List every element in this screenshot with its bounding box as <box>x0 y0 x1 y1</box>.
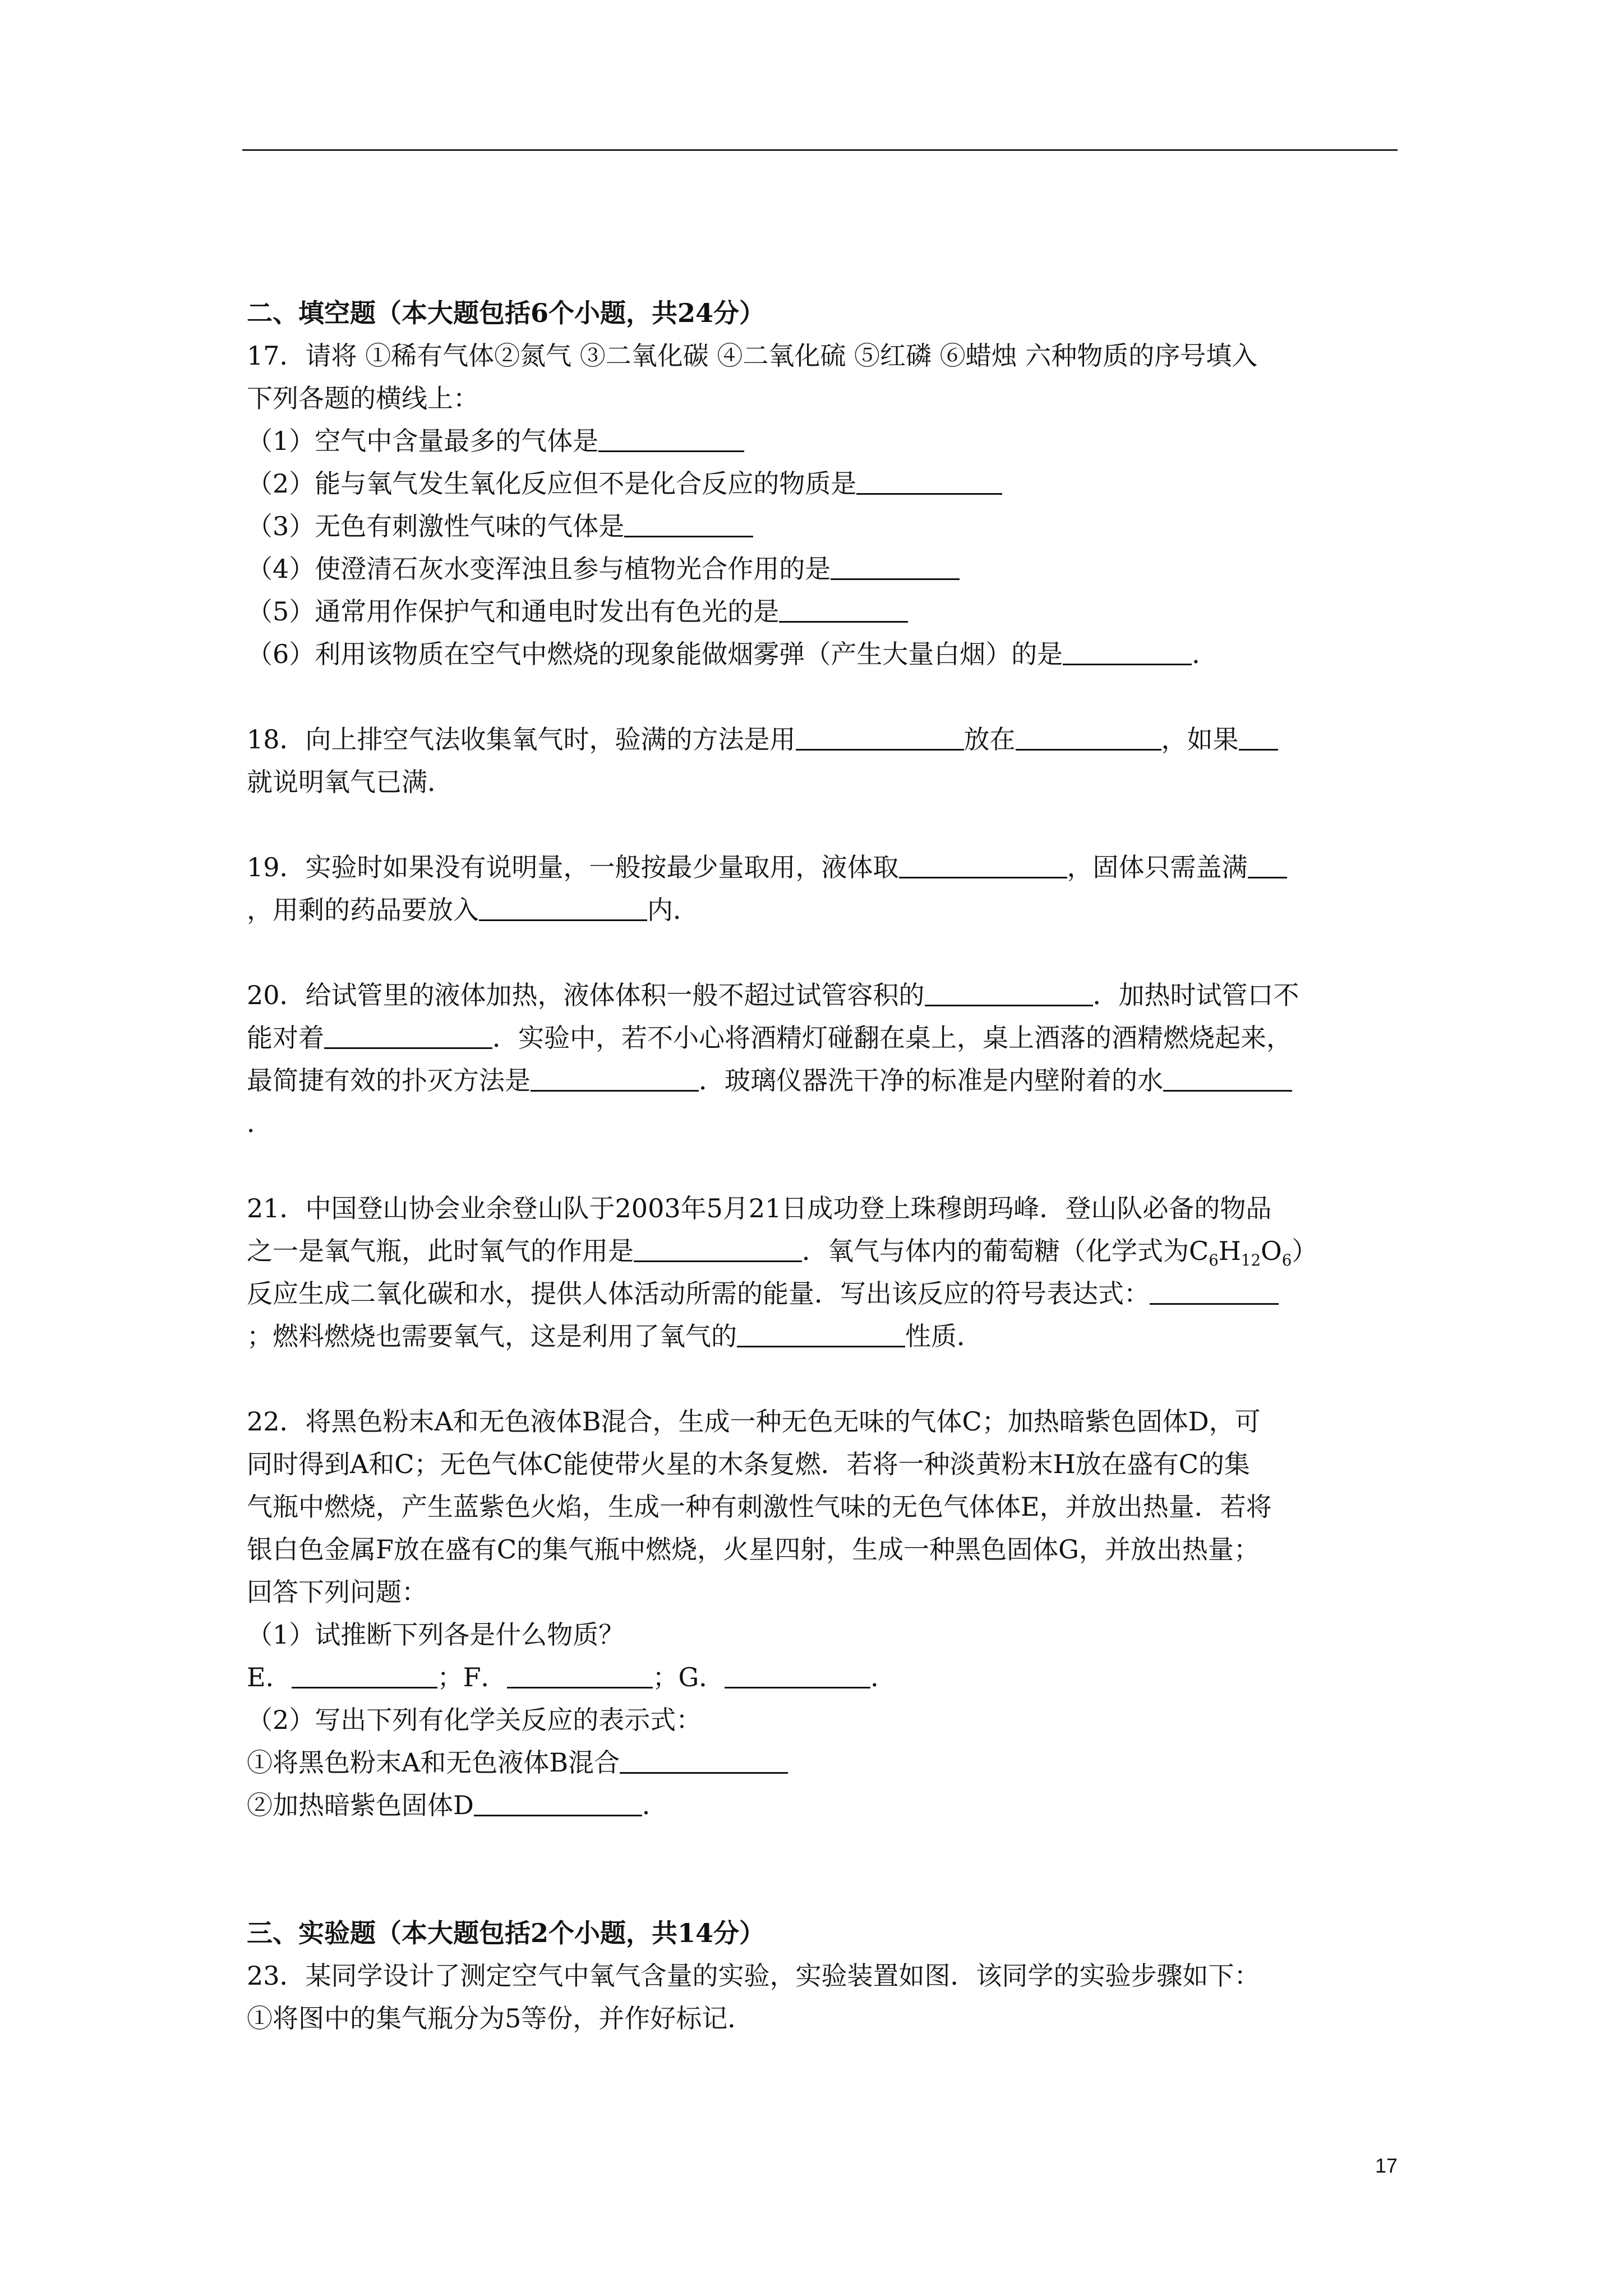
section-heading: 二、填空题（本大题包括6个小题，共24分） <box>247 298 766 328</box>
question-20-line: 能对着 ．实验中，若不小心将酒精灯碰翻在桌上，桌上酒落的酒精燃烧起来， <box>247 1016 1408 1059</box>
answer-blank <box>779 594 908 623</box>
question-17-part: （3）无色有刺激性气味的气体是 <box>247 505 1408 547</box>
question-21-line: 21．中国登山协会业余登山队于2003年5月21日成功登上珠穆朗玛峰．登山队必备的物品 <box>247 1193 1272 1223</box>
question-23-line: ①将图中的集气瓶分为5等份，并作好标记． <box>247 2003 754 2033</box>
question-22-subquestion: （1）试推断下列各是什么物质？ <box>247 1619 625 1650</box>
question-19-line: 19．实验时如果没有说明量，一般按最少量取用，液体取 ，固体只需盖满 <box>247 846 1408 889</box>
answer-blank <box>737 1319 905 1347</box>
question-19-line: ，用剩的药品要放入 内． <box>247 889 1408 931</box>
document-body <box>247 292 1408 2040</box>
page-number: 17 <box>1375 2154 1398 2177</box>
question-17-line: 下列各题的横线上： <box>247 383 479 413</box>
question-18-line: 就说明氧气已满． <box>247 767 453 797</box>
answer-blank <box>899 850 1067 878</box>
question-17-part: （5）通常用作保护气和通电时发出有色光的是 <box>247 590 1408 633</box>
answer-blank <box>324 1020 492 1049</box>
question-21-line: 之一是氧气瓶，此时氧气的作用是 ．氧气与体内的葡萄糖（化学式为$C_6H_{12}O_6$） <box>247 1230 1408 1272</box>
question-17-line: 17．请将 ①稀有气体②氮气 ③二氧化碳 ④二氧化硫 ⑤红磷 ⑥蜡烛 六种物质的序号填入 <box>247 341 1258 371</box>
question-22-line: 气瓶中燃烧，产生蓝紫色火焰，生成一种有刺激性气味的无色气体体E，并放出热量．若将 <box>247 1492 1272 1522</box>
question-22-line: 回答下列问题： <box>247 1577 427 1607</box>
answer-blank <box>1150 1276 1279 1305</box>
question-21-line: 反应生成二氧化碳和水，提供人体活动所需的能量．写出该反应的符号表达式： <box>247 1272 1408 1315</box>
question-22-line: 同时得到A和C；无色气体C能使带火星的木条复燃．若将一种淡黄粉末H放在盛有C的集 <box>247 1449 1250 1479</box>
answer-blank <box>1248 850 1287 878</box>
question-23-line: 23．某同学设计了测定空气中氧气含量的实验，实验装置如图．该同学的实验步骤如下： <box>247 1961 1260 1991</box>
question-22-reaction: ①将黑色粉末A和无色液体B混合 <box>247 1741 1408 1784</box>
answer-blank <box>1063 637 1192 665</box>
question-22-subquestion: （2）写出下列有化学关反应的表示式： <box>247 1705 702 1735</box>
answer-blank <box>531 1063 699 1092</box>
answer-blank <box>479 892 647 921</box>
question-17-part: （1）空气中含量最多的气体是 <box>247 420 1408 462</box>
answer-blank <box>598 424 744 452</box>
question-20-line: 20．给试管里的液体加热，液体体积一般不超过试管容积的 ．加热时试管口不 <box>247 974 1408 1016</box>
question-22-line: 银白色金属F放在盛有C的集气瓶中燃烧，火星四射，生成一种黑色固体G，并放出热量； <box>247 1534 1260 1565</box>
question-22-line: 22．将黑色粉末A和无色液体B混合，生成一种无色无味的气体C；加热暗紫色固体D，可 <box>247 1406 1261 1437</box>
answer-blank <box>507 1660 653 1688</box>
question-17-part: （2）能与氧气发生氧化反应但不是化合反应的物质是 <box>247 462 1408 505</box>
answer-blank <box>1016 722 1161 751</box>
answer-blank <box>725 1660 870 1688</box>
section-heading: 三、实验题（本大题包括2个小题，共14分） <box>247 1918 766 1948</box>
answer-blank <box>474 1788 642 1816</box>
question-21-line: ；燃料燃烧也需要氧气，这是利用了氧气的 性质． <box>247 1315 1408 1358</box>
answer-blank <box>831 551 960 580</box>
question-20-line: 最简捷有效的扑灭方法是 ．玻璃仪器洗干净的标准是内壁附着的水 <box>247 1059 1408 1102</box>
answer-blank <box>796 722 964 751</box>
answer-blank <box>856 466 1002 495</box>
answer-blank <box>620 1745 788 1774</box>
answer-blank <box>925 978 1093 1006</box>
header-rule <box>242 149 1398 151</box>
answer-blank <box>1239 722 1278 751</box>
answer-blank <box>634 1234 802 1262</box>
question-17-part: （6）利用该物质在空气中燃烧的现象能做烟雾弹（产生大量白烟）的是 ． <box>247 633 1408 675</box>
answer-blank <box>1163 1063 1292 1092</box>
answer-blank <box>624 509 753 537</box>
question-20-line: ． <box>247 1108 273 1138</box>
question-22-reaction: ②加热暗紫色固体D ． <box>247 1784 1408 1826</box>
question-22-answers: E． ；F． ；G． ． <box>247 1656 1408 1699</box>
answer-blank <box>292 1660 437 1688</box>
question-18-line: 18．向上排空气法收集氧气时，验满的方法是用 放在 ，如果 <box>247 718 1408 761</box>
question-17-part: （4）使澄清石灰水变浑浊且参与植物光合作用的是 <box>247 547 1408 590</box>
